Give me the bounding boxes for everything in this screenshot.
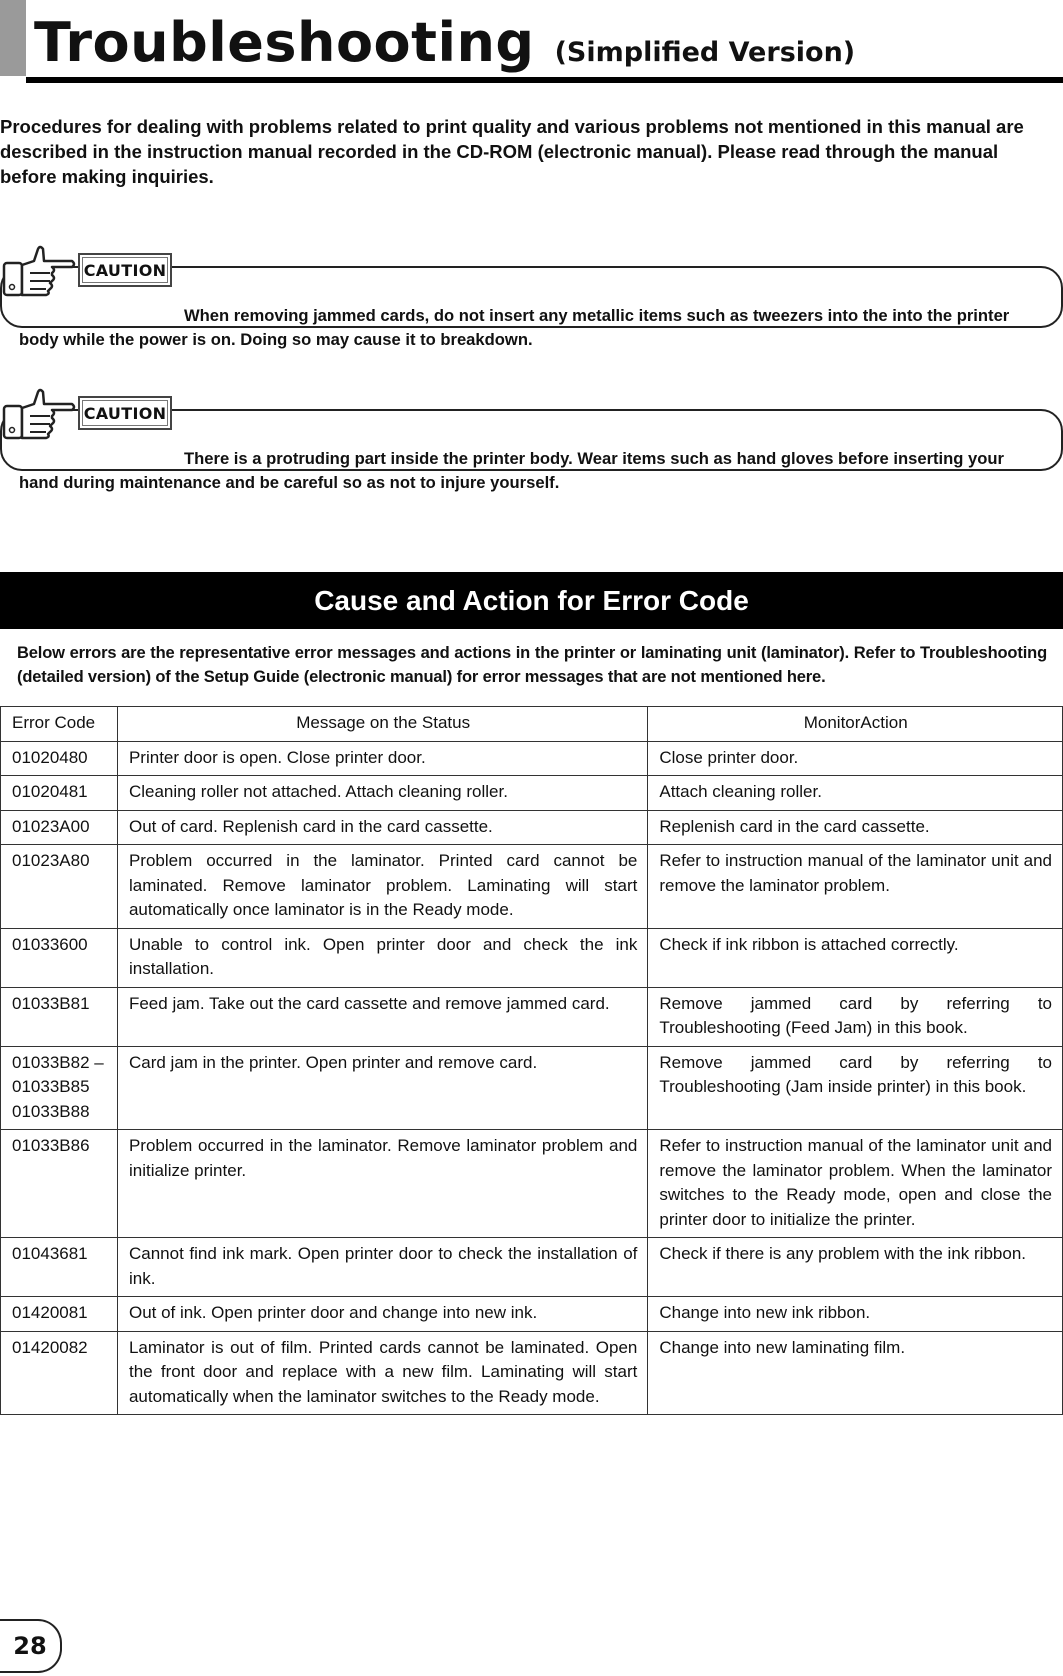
column-header-message: Message on the Status xyxy=(117,707,647,742)
error-code: 01033B86 xyxy=(12,1136,90,1155)
action-cell: Attach cleaning roller. xyxy=(648,776,1063,811)
status-message-cell: Card jam in the printer. Open printer and remove card. xyxy=(117,1046,647,1130)
action-cell: Remove jammed card by referring to Troubleshooting (Feed Jam) in this book. xyxy=(648,987,1063,1046)
title-tab-decoration xyxy=(0,0,26,76)
caution-badge xyxy=(78,396,172,430)
caution-text: There is a protruding part inside the printer body. Wear items such as hand gloves before inserting your hand during maintenance and be careful so as not to injure yourself. xyxy=(19,449,1005,492)
action-cell: Replenish card in the card cassette. xyxy=(648,810,1063,845)
table-row xyxy=(1,1130,1063,1238)
section-note: Below errors are the representative error messages and actions in the printer or laminating unit (laminator). Refer to Troubleshooting (detailed version) of the Setup Guide (electronic manual) for error messages that are not mentioned here. xyxy=(17,644,1047,686)
column-header-action: MonitorAction xyxy=(648,707,1063,742)
table-row xyxy=(1,1331,1063,1415)
error-code-cell xyxy=(1,776,118,811)
error-code-cell xyxy=(1,810,118,845)
action-cell: Change into new ink ribbon. xyxy=(648,1297,1063,1332)
caution-badge xyxy=(78,253,172,287)
status-message-cell: Problem occurred in the laminator. Remove laminator problem and initialize printer. xyxy=(117,1130,647,1238)
table-header-row xyxy=(1,707,1063,742)
caution-badge-label: CAUTION xyxy=(82,400,168,426)
action-cell: Change into new laminating film. xyxy=(648,1331,1063,1415)
status-message-cell: Unable to control ink. Open printer door and check the ink installation. xyxy=(117,928,647,987)
error-code-cell xyxy=(1,845,118,929)
error-code: 01033B82 – xyxy=(12,1052,104,1072)
status-message-cell: Cannot find ink mark. Open printer door to check the installation of ink. xyxy=(117,1238,647,1297)
error-code: 01043681 xyxy=(12,1244,88,1263)
caution-badge-label: CAUTION xyxy=(82,257,168,283)
error-code: 01033B81 xyxy=(12,993,90,1013)
status-message-cell: Cleaning roller not attached. Attach cleaning roller. xyxy=(117,776,647,811)
action-cell: Refer to instruction manual of the laminator unit and remove the laminator problem. When the laminator switches to the Ready mode, open and close the printer door to initialize the printer. xyxy=(648,1130,1063,1238)
error-code: 01020480 xyxy=(12,747,88,767)
action-cell: Remove jammed card by referring to Troubleshooting (Jam inside printer) in this book. xyxy=(648,1046,1063,1130)
error-code-cell xyxy=(1,1130,118,1238)
error-code: 01023A00 xyxy=(12,816,90,836)
action-cell: Close printer door. xyxy=(648,741,1063,776)
error-code: 01033B88 xyxy=(12,1101,90,1121)
error-code: 01033600 xyxy=(12,934,88,954)
table-row xyxy=(1,810,1063,845)
error-code-cell xyxy=(1,1238,118,1297)
action-cell: Check if ink ribbon is attached correctly. xyxy=(648,928,1063,987)
title-rule xyxy=(26,77,1063,83)
status-message-cell: Out of ink. Open printer door and change into new ink. xyxy=(117,1297,647,1332)
caution-block-1 xyxy=(0,243,1063,349)
intro-paragraph: Procedures for dealing with problems related to print quality and various problems not mentioned in this manual are described in the instruction manual recorded in the CD-ROM (electronic manual). Please read through the manual before making inquiries. xyxy=(0,116,1024,187)
error-code-cell xyxy=(1,741,118,776)
status-message-cell: Problem occurred in the laminator. Printed card cannot be laminated. Remove laminator problem. Laminating will start automatically once laminator is in the Ready mode. xyxy=(117,845,647,929)
error-code-cell xyxy=(1,1331,118,1415)
page-number: 28 xyxy=(0,1619,62,1673)
table-row xyxy=(1,1046,1063,1130)
table-row xyxy=(1,741,1063,776)
error-code: 01033B85 xyxy=(12,1077,90,1096)
caution-block-2 xyxy=(0,386,1063,492)
status-message-cell: Feed jam. Take out the card cassette and remove jammed card. xyxy=(117,987,647,1046)
status-message-cell: Laminator is out of film. Printed cards cannot be laminated. Open the front door and replace with a new film. Laminating will start automatically when the laminator switches to the Ready mode. xyxy=(117,1331,647,1415)
page-title-subtitle: (Simplified Version) xyxy=(554,37,856,68)
error-code: 01023A80 xyxy=(12,851,90,870)
status-message-cell: Out of card. Replenish card in the card cassette. xyxy=(117,810,647,845)
action-cell: Refer to instruction manual of the laminator unit and remove the laminator problem. xyxy=(648,845,1063,929)
error-code-cell xyxy=(1,1046,118,1130)
table-row xyxy=(1,776,1063,811)
error-code-cell xyxy=(1,928,118,987)
action-cell: Check if there is any problem with the ink ribbon. xyxy=(648,1238,1063,1297)
error-code: 01020481 xyxy=(12,782,88,801)
error-code-cell xyxy=(1,1297,118,1332)
status-message-cell: Printer door is open. Close printer door. xyxy=(117,741,647,776)
page-title xyxy=(34,8,855,78)
caution-text: When removing jammed cards, do not insert any metallic items such as tweezers into the into the printer body while the power is on. Doing so may cause it to breakdown. xyxy=(19,306,1010,349)
error-code: 01420082 xyxy=(12,1337,88,1357)
pointing-hand-icon xyxy=(0,386,76,442)
table-row xyxy=(1,987,1063,1046)
table-row xyxy=(1,1238,1063,1297)
table-row xyxy=(1,845,1063,929)
error-code-cell xyxy=(1,987,118,1046)
pointing-hand-icon xyxy=(0,243,76,299)
error-code: 01420081 xyxy=(12,1303,88,1322)
error-code-table xyxy=(0,706,1063,1415)
section-heading: Cause and Action for Error Code xyxy=(0,572,1063,629)
column-header-error-code: Error Code xyxy=(1,707,118,742)
table-row xyxy=(1,928,1063,987)
table-row xyxy=(1,1297,1063,1332)
page-title-main: Troubleshooting xyxy=(34,11,535,74)
